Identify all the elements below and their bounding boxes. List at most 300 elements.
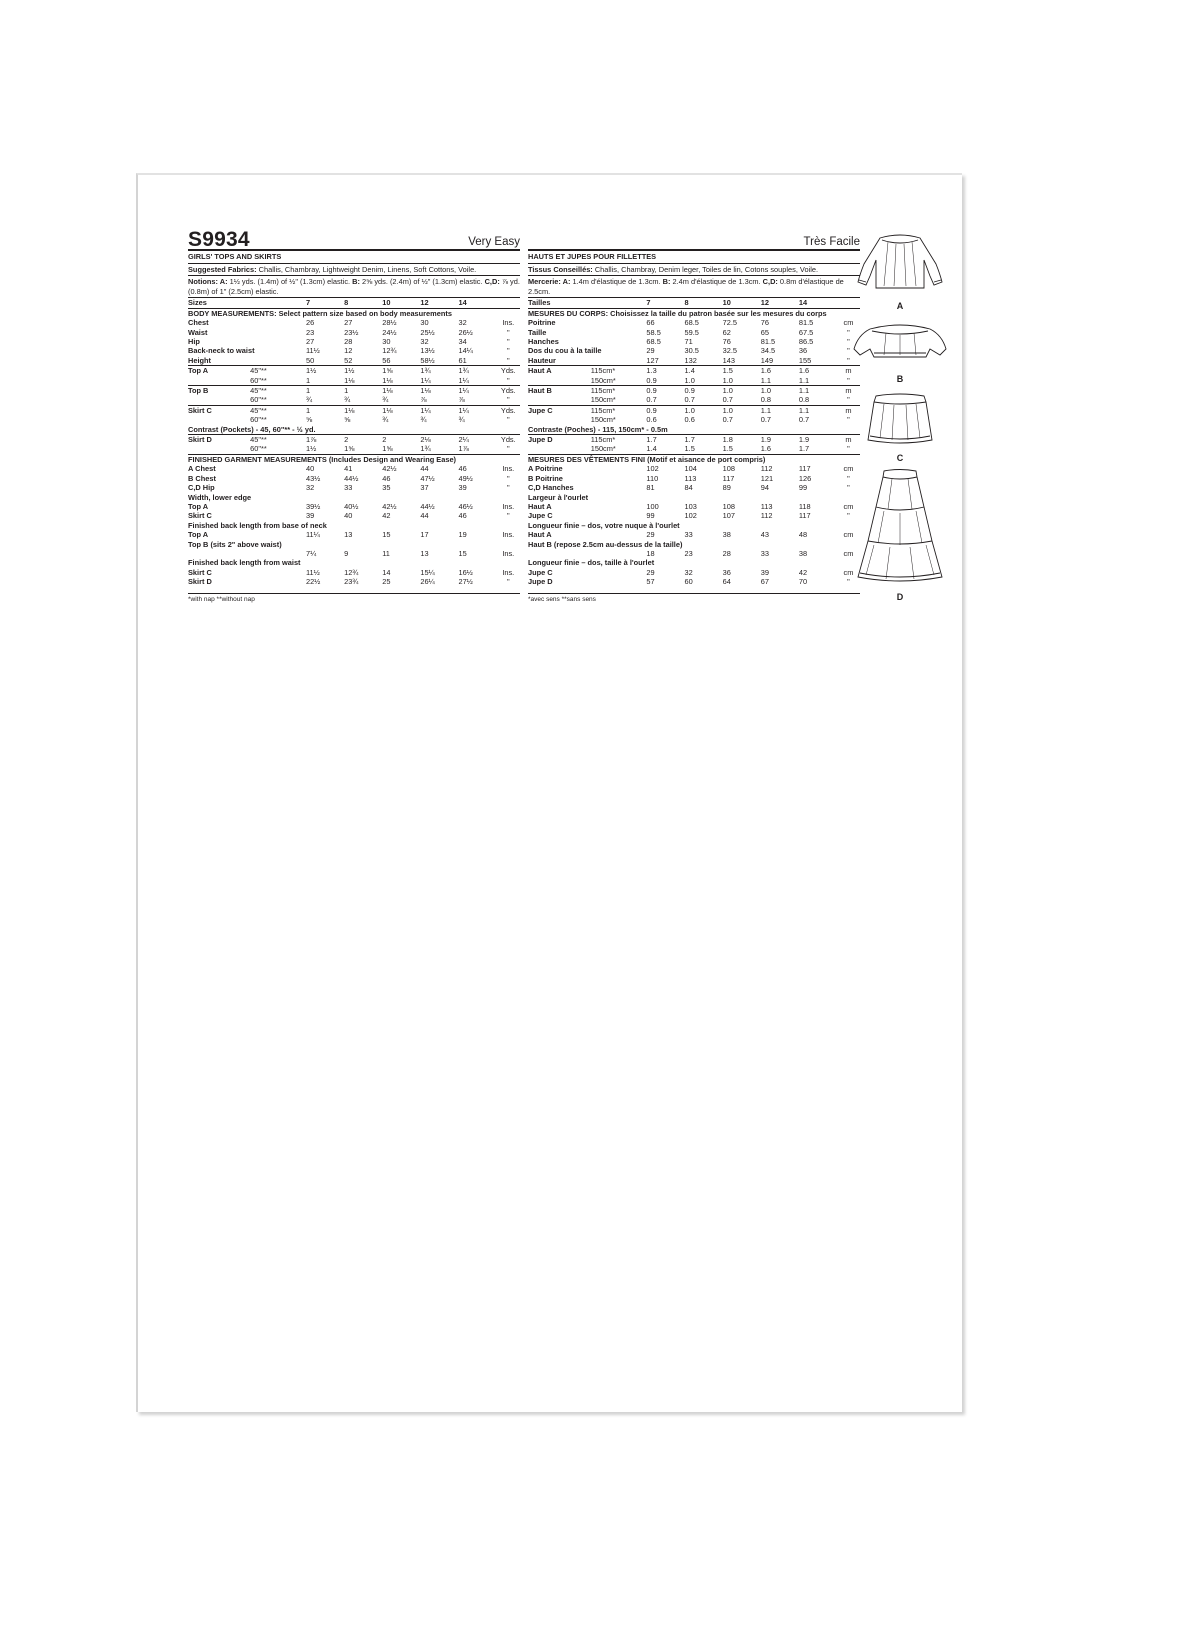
table-cell: Jupe C — [528, 405, 591, 415]
table-cell: 28½ — [382, 318, 397, 328]
table-cell: 1.1 — [799, 405, 837, 415]
section-header — [188, 308, 520, 318]
tiered-maxi-skirt-icon — [850, 467, 950, 587]
table-cell: Hip — [188, 337, 200, 346]
peasant-top-long-sleeve-icon — [850, 230, 950, 296]
table-cell: 62 — [722, 327, 731, 337]
table-row — [528, 577, 860, 586]
table-cell: 28 — [722, 548, 731, 558]
french-column — [528, 225, 860, 603]
table-cell: 100 — [646, 501, 659, 511]
table-cell: " — [847, 375, 850, 385]
table-cell: ⅞ — [420, 395, 427, 405]
table-cell: Longueur finie – dos, taille à l'ourlet — [528, 558, 655, 568]
table-cell: 1⅝ — [382, 444, 393, 454]
table-cell: 1¼ — [420, 375, 431, 385]
table-cell: 15 — [458, 548, 467, 558]
table-cell: 118 — [798, 501, 811, 511]
table-cell: ¾ — [458, 415, 465, 425]
table-row — [528, 328, 860, 337]
suggested-fabrics: Suggested Fabrics: Challis, Chambray, Lightweight Denim, Linens, Soft Cottons, Voile. — [188, 264, 520, 277]
table-cell: 1.5 — [722, 444, 733, 454]
table-cell: 46 — [458, 464, 467, 474]
table-cell: Jupe D — [528, 435, 591, 445]
table-cell: 1.9 — [799, 435, 837, 445]
table-cell: 102 — [684, 511, 697, 521]
table-cell: 39 — [458, 483, 467, 493]
table-cell: 99 — [646, 511, 655, 521]
yardage-row — [528, 444, 860, 454]
yardage-row — [528, 405, 860, 415]
table-cell: 112 — [760, 511, 773, 521]
table-row — [528, 483, 860, 492]
table-cell: 94 — [760, 483, 769, 493]
difficulty-label: Very Easy — [468, 236, 520, 248]
table-cell: " — [847, 415, 850, 425]
table-cell: 1 — [306, 405, 344, 415]
table-cell: 27 — [344, 318, 353, 328]
pattern-envelope-back — [136, 173, 962, 1412]
table-cell: 13½ — [420, 346, 435, 356]
table-cell: 1.0 — [761, 386, 799, 396]
table-cell: 115cm* — [591, 405, 647, 415]
table-cell: Jupe D — [528, 577, 553, 587]
table-cell: 22½ — [305, 577, 321, 587]
table-row — [528, 337, 860, 346]
subsection-header — [528, 558, 860, 567]
table-cell: 12 — [761, 298, 799, 308]
table-cell: 1⅛ — [344, 405, 382, 415]
table-cell: Largeur à l'ourlet — [528, 492, 589, 502]
table-cell: 60"** — [250, 415, 267, 425]
table-cell: 1⅝ — [382, 366, 420, 376]
table-cell: 1⅞ — [458, 444, 469, 454]
table-row — [188, 511, 520, 520]
table-cell: 1⅛ — [382, 405, 420, 415]
table-cell: 8 — [344, 298, 382, 308]
table-cell: Longueur finie – dos, votre nuque à l'ourlet — [528, 520, 680, 530]
table-cell: 39 — [760, 567, 769, 577]
table-cell: Jupe C — [528, 511, 553, 521]
table-cell: 1⅝ — [344, 444, 355, 454]
table-cell: 18 — [646, 548, 655, 558]
table-cell: Yds. — [497, 405, 520, 415]
table-cell: 1.7 — [685, 435, 723, 445]
table-cell: 2 — [344, 435, 382, 445]
table-cell: " — [506, 415, 510, 425]
table-cell: 67 — [760, 577, 769, 587]
table-cell: 1 — [305, 375, 311, 385]
table-cell: " — [506, 483, 510, 493]
table-cell: 117 — [798, 511, 811, 521]
table-cell: " — [506, 375, 510, 385]
table-cell: Taille — [528, 327, 547, 337]
table-cell: 1.1 — [798, 375, 810, 385]
table-cell: 61 — [458, 355, 467, 365]
table-cell: 30 — [420, 318, 429, 328]
table-cell: " — [506, 577, 510, 587]
table-cell: 34.5 — [760, 346, 776, 356]
table-cell: cm — [843, 530, 854, 540]
table-cell: 126 — [798, 473, 812, 483]
table-cell: 70 — [798, 577, 808, 587]
table-cell: 65 — [760, 327, 769, 337]
table-cell: 49½ — [458, 473, 473, 483]
table-cell: 132 — [684, 355, 697, 365]
table-cell: 24½ — [382, 327, 397, 337]
table-cell: 1.4 — [685, 366, 723, 376]
table-cell: 1.4 — [646, 444, 657, 454]
table-cell: Height — [188, 355, 211, 365]
yardage-row — [188, 376, 520, 386]
table-cell: 1.9 — [761, 435, 799, 445]
table-cell: " — [506, 355, 510, 365]
difficulty-label-fr: Très Facile — [803, 236, 860, 248]
table-cell: Yds. — [497, 386, 520, 396]
view-label: A — [896, 301, 904, 311]
table-cell: ¾ — [344, 395, 351, 405]
yardage-row — [188, 444, 520, 454]
table-cell: 8 — [685, 298, 723, 308]
table-cell: 11 — [382, 548, 390, 558]
table-cell: 30 — [382, 337, 391, 346]
table-cell: ⅝ — [344, 415, 351, 425]
table-cell: " — [847, 444, 850, 454]
table-cell: 1¼ — [420, 405, 458, 415]
table-cell: ¾ — [305, 395, 313, 405]
table-cell: 30.5 — [684, 346, 699, 356]
table-cell: 150cm* — [590, 395, 616, 405]
table-cell: 86.5 — [798, 337, 814, 346]
table-cell: 1.7 — [798, 444, 810, 454]
table-cell: 46 — [458, 511, 467, 521]
table-cell: " — [847, 511, 850, 521]
table-cell: 9 — [344, 548, 349, 558]
table-row — [188, 464, 520, 473]
table-cell: 155 — [798, 355, 812, 365]
table-cell: " — [506, 346, 510, 356]
table-cell: 11½ — [305, 567, 320, 577]
table-cell: 1⅞ — [306, 435, 344, 445]
table-cell: ¾ — [382, 395, 389, 405]
table-cell: 0.8 — [760, 395, 772, 405]
subsection-header — [188, 521, 520, 530]
table-row — [528, 530, 860, 539]
notions-fr: Mercerie: A: 1.4m d'élastique de 1.3cm. B: 2.4m d'élastique de 1.3cm. C,D: 0.8m d'élastique de 2.5cm. — [528, 276, 860, 298]
table-cell: 60"** — [250, 395, 267, 405]
table-cell: 1.1 — [761, 405, 799, 415]
table-cell: 0.6 — [646, 415, 657, 425]
table-cell: " — [847, 395, 850, 405]
table-cell: B Poitrine — [528, 473, 563, 483]
table-cell: 71 — [684, 337, 693, 346]
table-cell: 68.5 — [646, 337, 661, 346]
table-cell: 1½ — [306, 366, 344, 376]
table-cell: 12¾ — [344, 567, 359, 577]
table-cell: 36 — [798, 346, 808, 356]
table-cell: 60 — [684, 577, 693, 587]
table-row — [528, 549, 860, 558]
table-cell: 1.8 — [723, 435, 761, 445]
table-cell: 33 — [760, 548, 769, 558]
table-cell: 29 — [646, 346, 655, 356]
table-cell: 1¾ — [420, 366, 458, 376]
table-cell: 64 — [722, 577, 731, 587]
table-cell: Top A — [188, 366, 250, 376]
table-cell: 0.7 — [684, 395, 695, 405]
off-shoulder-crop-top-icon — [850, 315, 950, 369]
table-cell: m — [837, 366, 860, 376]
table-cell: 115cm* — [591, 386, 647, 396]
sizes-row — [528, 298, 860, 308]
table-cell: Hauteur — [528, 355, 556, 365]
table-cell: 76 — [760, 318, 769, 328]
table-cell: Skirt C — [188, 511, 212, 521]
table-cell: " — [506, 327, 510, 337]
garment-views — [850, 230, 950, 602]
table-cell: 1 — [306, 386, 344, 396]
table-cell: Finished back length from base of neck — [188, 520, 327, 530]
table-cell: 26 — [305, 318, 315, 328]
table-cell: 15¼ — [420, 567, 435, 577]
english-measurement-table — [188, 298, 520, 586]
table-cell: 104 — [684, 464, 697, 474]
suggested-fabrics-fr: Tissus Conseillés: Challis, Chambray, Denim leger, Toiles de lin, Cotons souples, Voile. — [528, 264, 860, 277]
table-cell: cm — [843, 464, 854, 474]
view-label: C — [896, 453, 904, 463]
table-cell: 81.5 — [760, 337, 776, 346]
yardage-row — [528, 386, 860, 396]
table-cell: 35 — [382, 483, 391, 493]
table-cell: 0.7 — [760, 415, 772, 425]
table-cell: 59.5 — [684, 327, 699, 337]
garment-title-fr: HAUTS ET JUPES POUR FILLETTES — [528, 251, 860, 264]
section-header — [188, 454, 520, 464]
table-cell: Skirt D — [188, 435, 250, 445]
table-cell: 17 — [420, 530, 429, 540]
table-cell: 57 — [646, 577, 655, 587]
table-row — [188, 530, 520, 539]
table-cell: 150cm* — [590, 415, 616, 425]
table-cell: 32 — [684, 567, 693, 577]
table-cell: 23 — [305, 327, 315, 337]
table-cell: 149 — [760, 355, 774, 365]
table-cell: 36 — [722, 567, 731, 577]
table-cell: 45"** — [250, 405, 306, 415]
table-cell: 99 — [798, 483, 808, 493]
table-cell: 28 — [344, 337, 353, 346]
table-cell: Contrast (Pockets) - 45, 60"** - ½ yd. — [188, 424, 316, 434]
table-row — [188, 337, 520, 346]
table-cell: 46 — [382, 473, 391, 483]
table-cell: 1.7 — [646, 435, 684, 445]
table-cell: 42 — [382, 511, 391, 521]
table-cell: 1.0 — [684, 375, 695, 385]
table-cell: 40½ — [344, 501, 359, 511]
table-cell: 42 — [798, 567, 808, 577]
table-cell: cm — [843, 318, 854, 328]
table-cell: Poitrine — [528, 318, 556, 328]
table-cell: 1¼ — [458, 386, 496, 396]
table-cell: 60"** — [250, 375, 267, 385]
table-cell: 60"** — [250, 444, 267, 454]
table-cell: 115cm* — [591, 435, 647, 445]
table-cell: Ins. — [502, 548, 515, 558]
yardage-row — [528, 366, 860, 376]
table-row — [528, 464, 860, 473]
yardage-row — [528, 395, 860, 405]
table-cell: 0.7 — [798, 415, 810, 425]
table-cell: Yds. — [497, 435, 520, 445]
english-header — [188, 225, 520, 251]
table-cell: 1¾ — [458, 366, 496, 376]
table-cell: 33 — [684, 530, 693, 540]
yardage-row — [528, 415, 860, 424]
table-cell: 107 — [722, 511, 735, 521]
table-cell: 0.9 — [685, 386, 723, 396]
footnote: *with nap **without nap — [188, 593, 520, 603]
table-cell: 103 — [684, 501, 697, 511]
table-cell: 1½ — [305, 444, 317, 454]
contrast-note — [528, 425, 860, 435]
table-cell: Ins. — [502, 464, 515, 474]
yardage-row — [528, 376, 860, 386]
table-cell: 12 — [420, 298, 458, 308]
table-cell: ¾ — [420, 415, 427, 425]
view-b — [850, 315, 950, 384]
contrast-note — [188, 425, 520, 435]
table-row — [528, 346, 860, 355]
table-cell: 29 — [646, 530, 655, 540]
table-cell: Yds. — [497, 366, 520, 376]
table-cell: 14 — [799, 298, 837, 308]
table-cell: 1⅛ — [344, 375, 355, 385]
table-cell: Haut A — [528, 530, 552, 540]
table-cell: 102 — [646, 464, 659, 474]
table-cell: 40 — [305, 464, 315, 474]
subsection-header — [188, 558, 520, 567]
table-cell: A Chest — [188, 464, 216, 474]
yardage-row — [188, 405, 520, 415]
table-cell: 1¼ — [458, 375, 469, 385]
table-cell: 39½ — [305, 501, 321, 511]
table-cell: ⅞ — [458, 395, 465, 405]
table-cell: 13 — [420, 548, 429, 558]
table-cell: 108 — [722, 501, 735, 511]
table-cell: C,D Hanches — [528, 483, 574, 493]
table-cell: 1.3 — [646, 366, 684, 376]
table-cell: 14 — [458, 298, 496, 308]
table-cell: 33 — [344, 483, 353, 493]
table-cell: 44 — [420, 464, 429, 474]
yardage-row — [188, 435, 520, 445]
table-cell: 19 — [458, 530, 467, 540]
table-cell: 58.5 — [646, 327, 661, 337]
table-cell: 10 — [723, 298, 761, 308]
table-cell: 12 — [344, 346, 353, 356]
table-cell: " — [847, 337, 850, 346]
table-cell: 0.7 — [722, 395, 733, 405]
table-cell: 58½ — [420, 355, 435, 365]
table-cell: Back-neck to waist — [188, 346, 255, 356]
table-cell: 7 — [306, 298, 344, 308]
table-cell: 32 — [420, 337, 429, 346]
table-cell: Ins. — [502, 318, 515, 328]
table-cell: BODY MEASUREMENTS: Select pattern size based on body measurements — [188, 308, 452, 318]
french-header — [528, 225, 860, 251]
garment-title: GIRLS' TOPS AND SKIRTS — [188, 251, 520, 264]
table-cell: Width, lower edge — [188, 492, 252, 502]
table-cell: " — [506, 511, 510, 521]
table-cell: " — [847, 327, 850, 337]
subsection-header — [528, 521, 860, 530]
table-cell: " — [847, 473, 850, 483]
table-cell: 1.0 — [723, 405, 761, 415]
table-cell: 1.0 — [723, 386, 761, 396]
table-cell: 76 — [722, 337, 731, 346]
table-cell: m — [837, 405, 860, 415]
table-cell: FINISHED GARMENT MEASUREMENTS (Includes Design and Wearing Ease) — [188, 454, 520, 464]
table-cell: 7 — [646, 298, 684, 308]
table-cell: 43½ — [305, 473, 321, 483]
table-cell: 26¼ — [420, 577, 435, 587]
notions: Notions: A: 1½ yds. (1.4m) of ½" (1.3cm) elastic. B: 2⅝ yds. (2.4m) of ½" (1.3cm) elastic. C,D: ⅞ yd. (0.8m) of 1" (2.5cm) elastic. — [188, 276, 520, 298]
table-cell: 110 — [646, 473, 659, 483]
french-measurement-table — [528, 298, 860, 586]
table-cell: 2 — [382, 435, 420, 445]
table-cell: 32 — [305, 483, 315, 493]
table-cell: 72.5 — [722, 318, 738, 328]
table-row — [188, 474, 520, 483]
table-row — [188, 577, 520, 586]
table-cell: 25½ — [420, 327, 435, 337]
table-cell: 117 — [798, 464, 811, 474]
subsection-header — [188, 493, 520, 502]
view-label: D — [896, 592, 904, 602]
table-cell: 50 — [305, 355, 315, 365]
table-cell: 66 — [646, 318, 655, 328]
footnote-fr: *avec sens **sans sens — [528, 593, 860, 603]
table-cell: " — [847, 346, 850, 356]
table-cell: 143 — [722, 355, 735, 365]
table-cell: 32 — [458, 318, 467, 328]
table-cell: 45"** — [250, 366, 306, 376]
table-cell: 45"** — [250, 386, 306, 396]
table-cell: Contraste (Poches) - 115, 150cm* - 0.5m — [528, 424, 668, 434]
table-cell: 67.5 — [798, 327, 814, 337]
table-row — [528, 568, 860, 577]
table-cell: 44½ — [344, 473, 359, 483]
table-cell: Finished back length from waist — [188, 558, 301, 568]
table-cell: Chest — [188, 318, 209, 328]
table-cell: 40 — [344, 511, 353, 521]
table-cell: 1.6 — [799, 366, 837, 376]
table-cell: 29 — [646, 567, 655, 577]
table-cell: " — [506, 395, 510, 405]
table-cell: 1.6 — [761, 366, 799, 376]
table-cell: m — [837, 386, 860, 396]
table-cell: ⅝ — [305, 415, 313, 425]
table-cell: 23 — [684, 548, 693, 558]
table-cell: Skirt D — [188, 577, 212, 587]
table-cell: 39 — [305, 511, 315, 521]
subsection-header — [188, 540, 520, 549]
table-cell: 1.0 — [722, 375, 733, 385]
table-cell: 27½ — [458, 577, 473, 587]
table-cell: 115cm* — [591, 366, 647, 376]
table-cell: Haut A — [528, 501, 552, 511]
table-cell: 47½ — [420, 473, 435, 483]
